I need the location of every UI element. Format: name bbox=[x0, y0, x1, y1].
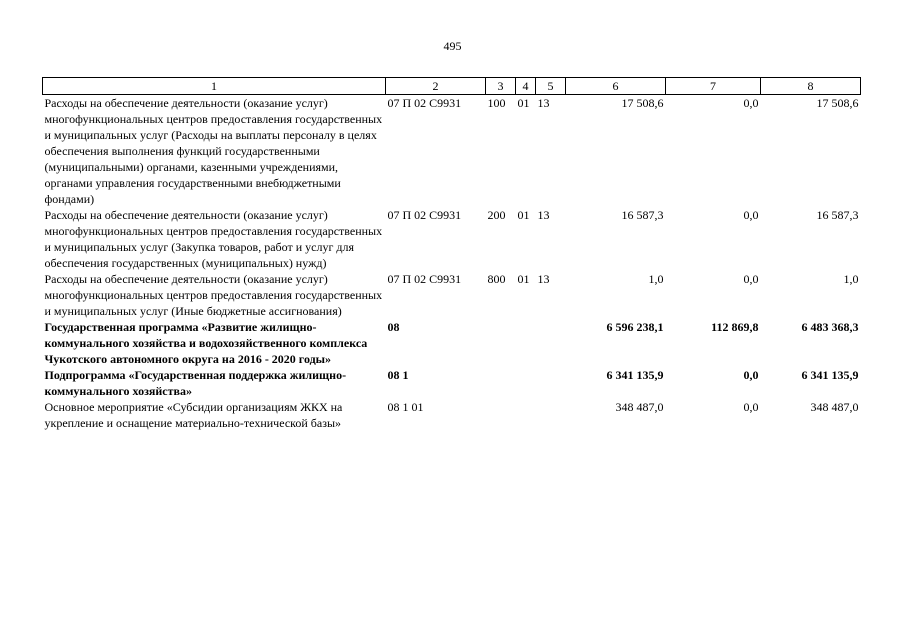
row-col7: 0,0 bbox=[743, 208, 759, 222]
header-cell: 2 bbox=[386, 78, 486, 95]
row-name: Расходы на обеспечение деятельности (оказание услуг) многофункциональных центров предоставления государственных и муниципальных услуг (Закупка товаров, работ и услуг для обеспечения государственных (муниципальных) нужд) bbox=[44, 208, 383, 270]
row-expense-type bbox=[486, 367, 516, 399]
row-col7: 0,0 bbox=[743, 400, 759, 414]
row-col6: 6 341 135,9 bbox=[606, 368, 664, 382]
header-row bbox=[43, 78, 861, 95]
row-col6: 6 596 238,1 bbox=[606, 320, 664, 334]
row-col6: 16 587,3 bbox=[621, 208, 664, 222]
page-number: 495 bbox=[443, 39, 462, 53]
header-cell: 5 bbox=[536, 78, 566, 95]
row-subsection bbox=[536, 319, 566, 367]
header-cell: 8 bbox=[761, 78, 861, 95]
header-cell: 1 bbox=[43, 78, 386, 95]
row-section: 01 bbox=[517, 96, 530, 110]
row-subsection bbox=[536, 367, 566, 399]
row-name: Подпрограмма «Государственная поддержка жилищно-коммунального хозяйства» bbox=[44, 368, 347, 398]
row-col7: 0,0 bbox=[743, 272, 759, 286]
row-code: 08 1 01 bbox=[387, 400, 424, 414]
row-code: 07 П 02 С9931 bbox=[387, 272, 462, 286]
row-section: 01 bbox=[517, 208, 530, 222]
row-expense-type: 100 bbox=[487, 96, 506, 110]
table-row bbox=[43, 207, 861, 271]
row-subsection: 13 bbox=[537, 96, 550, 110]
table-row bbox=[43, 271, 861, 319]
row-col7: 0,0 bbox=[743, 368, 759, 382]
table-row bbox=[43, 367, 861, 399]
row-section: 01 bbox=[517, 272, 530, 286]
row-subsection: 13 bbox=[537, 272, 550, 286]
row-col8: 16 587,3 bbox=[816, 208, 859, 222]
row-name: Основное мероприятие «Субсидии организациям ЖКХ на укрепление и оснащение материально-технической базы» bbox=[44, 400, 343, 430]
row-code: 08 bbox=[387, 320, 400, 334]
row-name: Расходы на обеспечение деятельности (оказание услуг) многофункциональных центров предоставления государственных и муниципальных услуг (Расходы на выплаты персоналу в целях обеспечения выполнения функций государственными (муниципальными) органами, казенными учреждениями, органами управления государственными внебюджетными фондами) bbox=[44, 96, 383, 206]
row-expense-type: 200 bbox=[487, 208, 506, 222]
row-section bbox=[516, 399, 536, 431]
row-col8: 1,0 bbox=[843, 272, 859, 286]
header-cell: 6 bbox=[566, 78, 666, 95]
row-name: Расходы на обеспечение деятельности (оказание услуг) многофункциональных центров предоставления государственных и муниципальных услуг (Иные бюджетные ассигнования) bbox=[44, 272, 383, 318]
row-col8: 17 508,6 bbox=[816, 96, 859, 110]
row-col7: 0,0 bbox=[743, 96, 759, 110]
header-cell: 7 bbox=[666, 78, 761, 95]
row-code: 07 П 02 С9931 bbox=[387, 96, 462, 110]
budget-table bbox=[42, 77, 861, 431]
row-col8: 348 487,0 bbox=[810, 400, 859, 414]
header-cell: 3 bbox=[486, 78, 516, 95]
row-code: 08 1 bbox=[387, 368, 409, 382]
header-cell: 4 bbox=[516, 78, 536, 95]
row-col8: 6 483 368,3 bbox=[801, 320, 859, 334]
row-subsection bbox=[536, 399, 566, 431]
table-row bbox=[43, 319, 861, 367]
table-row bbox=[43, 95, 861, 208]
row-section bbox=[516, 367, 536, 399]
row-expense-type bbox=[486, 399, 516, 431]
row-col6: 1,0 bbox=[648, 272, 664, 286]
row-expense-type bbox=[486, 319, 516, 367]
row-subsection: 13 bbox=[537, 208, 550, 222]
row-code: 07 П 02 С9931 bbox=[387, 208, 462, 222]
row-col7: 112 869,8 bbox=[711, 320, 759, 334]
table-row bbox=[43, 399, 861, 431]
row-name: Государственная программа «Развитие жилищно-коммунального хозяйства и водохозяйственного комплекса Чукотского автономного округа на 2016 - 2020 годы» bbox=[44, 320, 368, 366]
row-col8: 6 341 135,9 bbox=[801, 368, 859, 382]
row-section bbox=[516, 319, 536, 367]
row-col6: 348 487,0 bbox=[615, 400, 664, 414]
row-expense-type: 800 bbox=[487, 272, 506, 286]
row-col6: 17 508,6 bbox=[621, 96, 664, 110]
